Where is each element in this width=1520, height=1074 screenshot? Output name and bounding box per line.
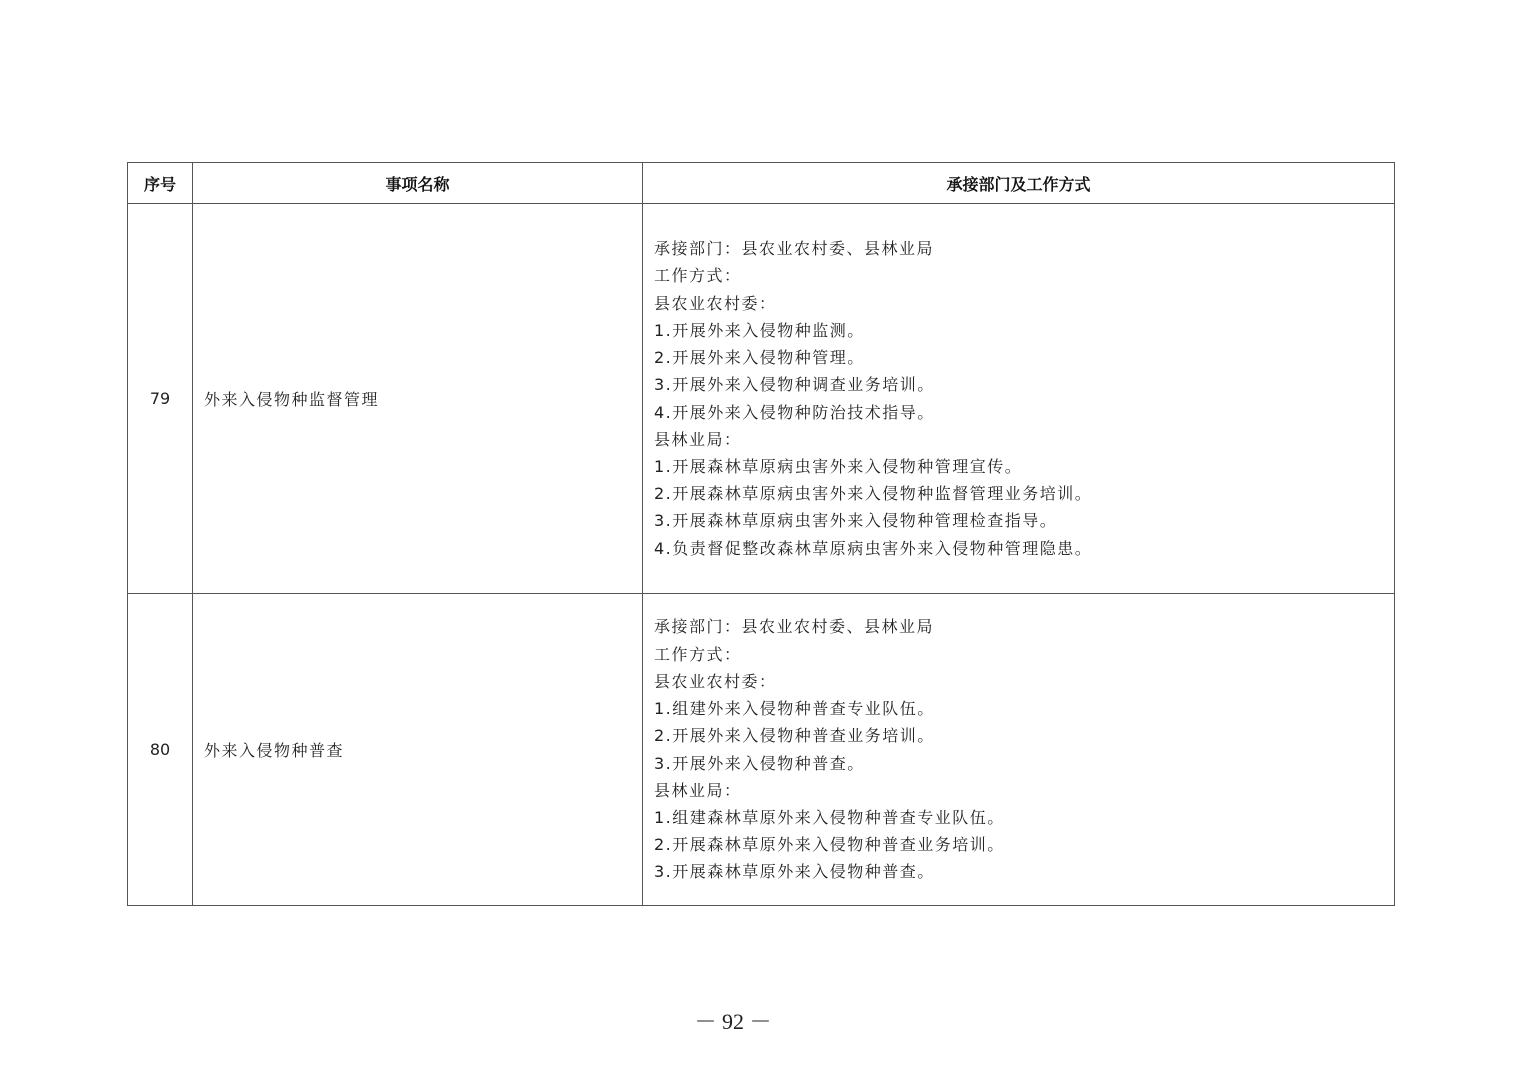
row-method-cell	[643, 594, 1395, 906]
method-line: 3.开展森林草原外来入侵物种普查。	[654, 862, 935, 882]
method-line: 3.开展森林草原病虫害外来入侵物种管理检查指导。	[654, 511, 1058, 531]
matters-table	[127, 162, 1395, 906]
method-line: 2.开展森林草原外来入侵物种普查业务培训。	[654, 835, 1005, 855]
method-line: 2.开展森林草原病虫害外来入侵物种监督管理业务培训。	[654, 484, 1093, 504]
method-line: 4.开展外来入侵物种防治技术指导。	[654, 402, 935, 422]
method-line: 2.开展外来入侵物种管理。	[654, 348, 865, 368]
method-line: 1.开展外来入侵物种监测。	[654, 320, 865, 340]
table-row	[128, 204, 1395, 594]
method-line: 工作方式：	[654, 644, 742, 664]
row-method-cell	[643, 204, 1395, 594]
method-line: 2.开展外来入侵物种普查业务培训。	[654, 726, 935, 746]
method-line: 1.开展森林草原病虫害外来入侵物种管理宣传。	[654, 456, 1023, 476]
method-line: 1.组建森林草原外来入侵物种普查专业队伍。	[654, 807, 1005, 827]
page-number: － 92 －	[694, 1009, 772, 1034]
method-line: 承接部门：县农业农村委、县林业局	[654, 239, 935, 259]
method-line: 4.负责督促整改森林草原病虫害外来入侵物种管理隐患。	[654, 538, 1093, 558]
method-line: 3.开展外来入侵物种调查业务培训。	[654, 375, 935, 395]
method-line: 县农业农村委：	[654, 293, 777, 313]
method-line: 1.组建外来入侵物种普查专业队伍。	[654, 699, 935, 719]
table-header-row	[128, 163, 1395, 204]
row-serial-number: 80	[128, 594, 193, 906]
method-line: 工作方式：	[654, 266, 742, 286]
row-matter-name: 外来入侵物种普查	[193, 594, 643, 906]
header-department-and-method: 承接部门及工作方式	[643, 163, 1395, 204]
method-line: 县农业农村委：	[654, 671, 777, 691]
header-matter-name: 事项名称	[193, 163, 643, 204]
header-serial-number: 序号	[128, 163, 193, 204]
method-line: 县林业局：	[654, 780, 742, 800]
method-line: 3.开展外来入侵物种普查。	[654, 753, 865, 773]
table-row	[128, 594, 1395, 906]
row-serial-number: 79	[128, 204, 193, 594]
method-line: 承接部门：县农业农村委、县林业局	[654, 617, 935, 637]
method-line: 县林业局：	[654, 429, 742, 449]
row-matter-name: 外来入侵物种监督管理	[193, 204, 643, 594]
